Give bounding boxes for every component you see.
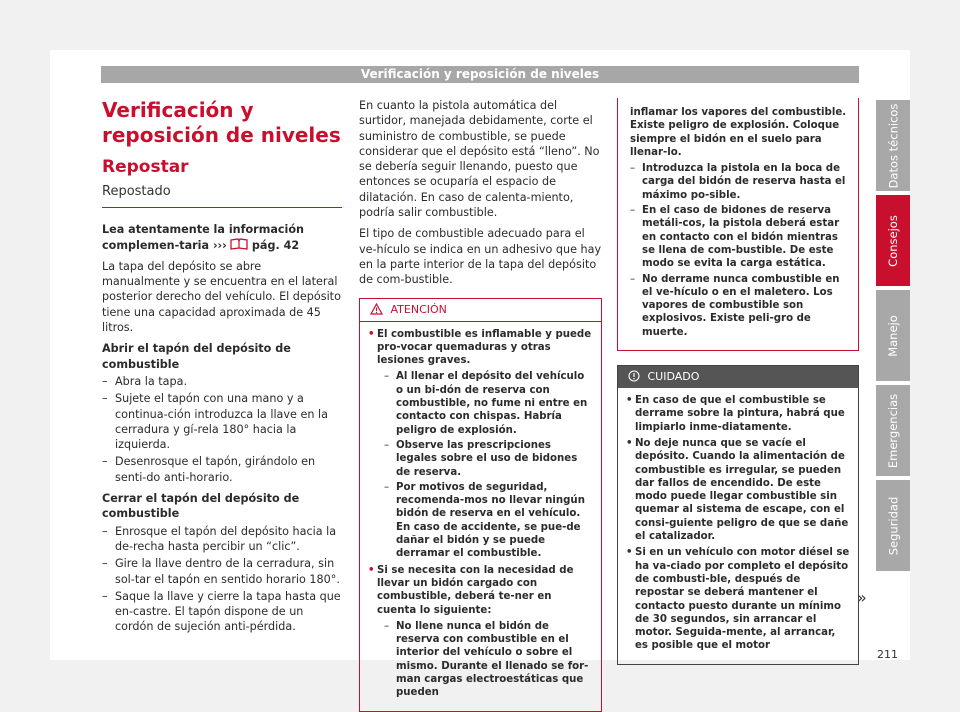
list-item: – En el caso de bidones de reserva metáli-cos, la pistola deberá estar en contacto con el bidón mientras se llena de com-bustible. De este modo se evita la carga estática.: [630, 204, 850, 270]
open-cap-heading: Abrir el tapón del depósito de combustible: [102, 342, 291, 371]
warning-triangle-icon: [370, 303, 383, 315]
chapter-tabs: [876, 100, 910, 575]
warning-sublist: [368, 370, 593, 560]
caution-bullet: • En caso de que el combustible se derrame sobre la pintura, habrá que limpiarlo inme-diatamente.: [626, 394, 850, 434]
paragraph-fuel-type: El tipo de combustible adecuado para el ve-hículo se indica en un adhesivo que hay en la parte interior de la tapa del depósito de com-bustible.: [359, 227, 602, 287]
page-number: 211: [877, 648, 898, 661]
running-header: Verificación y reposición de niveles: [101, 66, 859, 83]
list-item: – Introduzca la pistola en la boca de carga del bidón de reserva hasta el máximo po-sible.: [630, 162, 850, 202]
tab-datos-tecnicos[interactable]: Datos técnicos: [876, 100, 910, 191]
page-title: Verificación y reposición de niveles: [102, 98, 341, 147]
caution-label: CUIDADO: [647, 370, 700, 384]
page-reference-link[interactable]: pág. 42: [251, 238, 300, 252]
column-1: [102, 98, 342, 641]
list-item: – Por motivos de seguridad, recomenda-mos no llevar ningún bidón de reserva en el vehículo. En caso de accidente, se pue-de dañar el bidón y se puede derramar el combustible.: [384, 481, 593, 561]
caution-bullet: • No deje nunca que se vacíe el depósito. Cuando la alimentación de combustible es irregular, se pueden dar fallos de encendido. De este modo puede llegar combustible sin quemar al sistema de escape, con el consi-guiente peligro de que se dañe el catalizador.: [626, 437, 850, 543]
warning-bullet: • El combustible es inflamable y puede pro-vocar quemaduras y otras lesiones graves.: [368, 328, 593, 368]
caution-body: [618, 388, 858, 664]
warning-header: [360, 299, 601, 322]
tab-manejo[interactable]: Manejo: [876, 290, 910, 381]
warning-label: ATENCIÓN: [390, 302, 447, 316]
warning-box: [359, 298, 602, 712]
column-2: [359, 98, 602, 712]
paragraph-capacity: La tapa del depósito se abre manualmente y se encuentra en el lateral posterior derecho del vehículo. El depósito tiene una capacidad aproximada de 45 litros.: [102, 259, 341, 335]
continuation-text: inflamar los vapores del combustible. Existe peligro de explosión. Coloque siempre el bidón en el suelo para llenar-lo.: [630, 107, 847, 158]
section-title: Repostado: [102, 184, 342, 208]
tab-consejos[interactable]: Consejos: [876, 195, 910, 286]
list-item: – Abra la tapa.: [102, 374, 342, 389]
list-item: – Al llenar el depósito del vehículo o un bi-dón de reserva con combustible, no fume ni entre en contacto con chispas. Habría peligro de explosión.: [384, 370, 593, 436]
column-3: [617, 98, 859, 665]
info-circle-icon: [628, 370, 640, 382]
book-icon: [230, 238, 248, 250]
list-item: – No derrame nunca combustible en el ve-hículo o en el maletero. Los vapores de combustible son explosivos. Existe peli-gro de muerte.: [630, 273, 850, 339]
intro-text: Lea atentamente la información complemen-taria ›››: [102, 223, 305, 252]
tab-seguridad[interactable]: Seguridad: [876, 480, 910, 571]
list-item: – Observe las prescripciones legales sobre el uso de bidones de reserva.: [384, 439, 593, 479]
warning-sublist: [368, 620, 593, 700]
tab-emergencias[interactable]: Emergencias: [876, 385, 910, 476]
open-cap-steps: [102, 374, 342, 485]
list-item: – Sujete el tapón con una mano y a continua-ción introduzca la llave en la cerradura y gí-rela 180° hacia la izquierda.: [102, 391, 342, 452]
list-item: – Gire la llave dentro de la cerradura, sin sol-tar el tapón en sentido horario 180°.: [102, 556, 342, 587]
chapter-title: Repostar: [102, 157, 189, 177]
list-item: – Saque la llave y cierre la tapa hasta que en-castre. El tapón dispone de un cordón de sujeción anti-pérdida.: [102, 589, 342, 635]
caution-box: [617, 365, 859, 665]
caution-header: [618, 366, 858, 388]
continuation-list: [630, 162, 850, 339]
warning-continuation: [617, 98, 859, 351]
close-cap-heading: Cerrar el tapón del depósito de combustible: [102, 492, 300, 521]
list-item: – Desenrosque el tapón, girándolo en senti-do anti-horario.: [102, 454, 342, 485]
paragraph-full-tank: En cuanto la pistola automática del surtidor, manejada debidamente, corte el suministro de combustible, se puede considerar que el depósito está “lleno”. No se debería seguir llenando, puesto que entonces se ocuparía el espacio de dilatación. En caso de calenta-miento, podría salir combustible.: [359, 99, 600, 220]
close-cap-steps: [102, 524, 342, 635]
intro-paragraph: [102, 222, 342, 253]
warning-bullet: • Si se necesita con la necesidad de llevar un bidón cargado con combustible, deberá te-ner en cuenta lo siguiente:: [368, 564, 593, 617]
caution-bullet: • Si en un vehículo con motor diésel se ha va-ciado por completo el depósito de combusti-ble, después de repostar se deberá mantener el contacto puesto durante un mínimo de 30 segundos, sin arrancar el motor. Seguida-mente, al arrancar, es posible que el motor: [626, 546, 850, 652]
continued-arrow-icon: »: [857, 588, 867, 607]
list-item: – Enrosque el tapón del depósito hacia la de-recha hasta percibir un “clic”.: [102, 524, 342, 555]
warning-body: [360, 322, 601, 711]
list-item: – No llene nunca el bidón de reserva con combustible en el interior del vehículo o sobre el mismo. Durante el llenado se for-man cargas electroestáticas que pueden: [384, 620, 593, 700]
